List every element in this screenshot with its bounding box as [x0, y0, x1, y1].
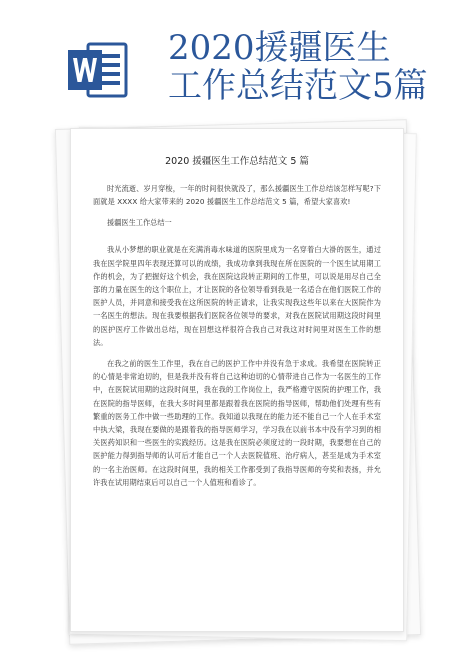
- page-title-line1: 2020援疆医生: [168, 28, 391, 68]
- body-paragraph-1: 我从小梦想的职业就是在充满消毒水味道的医院里成为一名穿着白大褂的医生，通过我在医学院里四年表现还算可以的成绩，我成功拿到我现在所在医院的一个医生试用期工作的机会，为了把握好这个机会，我在医院这段转正期间的工作里，可以说是用尽自己全部的力量在医生的这个职位上，才让医院的各位领导看到我是一名适合在他们医院工作的医护人员，并同意和接受我在这所医院的转正请求，让我实现我这些年以来在大医院作为一名医生的想法。现在我要根据我们医院各位领导的要求，对我在医院试用期这段时间里的医护医疗工作做出总结，现在回想这样很符合我自己对我这对时间里对医生工作的想法。: [93, 245, 381, 347]
- page-title-line2: 工作总结范文5篇: [168, 66, 428, 106]
- intro-paragraph: 时光流逝、岁月穿梭，一年的时间很快就没了，那么援疆医生工作总结该怎样写呢?下面就是 XXXX 给大家带来的 2020 援疆医生工作总结范文 5 篇，希望大家喜欢!: [93, 184, 381, 207]
- document-title: 2020 援疆医生工作总结范文 5 篇: [165, 156, 309, 167]
- document-page: [70, 128, 404, 632]
- word-document-icon: [66, 38, 130, 102]
- section-title: 援疆医生工作总结一: [107, 218, 172, 228]
- body-paragraph-2: 在我之前的医生工作里，我在自己的医护工作中并没有急于求成。我希望在医院转正的心情是非常迫切的，但是我并没有将自己这种迫切的心情带进自己作为一名医生的工作中，在医院试用期的这段时间里，我在我的工作岗位上，我严格遵守医院的护理工作，我在医院的指导医师，在我大多时间里都是跟着我在医院的指导医师，帮助他们处理有些有繁重的医务工作中做一些助理的工作。我知道以我现在的能力还不能自己一个人在手术室中执大梁，我现在要做的是跟着我的指导医师学习，学习我在以前书本中没有学习到的相关医药知识和一些医生的实践经历。这是我在医院必须度过的一段时期，我要想在自己的医护能力得到指导师的认可后才能自己一个人去医院值班、治疗病人，甚至是成为手术室的一名主治医师。在这段时间里，我的相关工作都受到了我指导医师的夸奖和表扬，并允许我在试用期结束后可以自己一个人值班和看诊了。: [93, 359, 381, 487]
- header-banner: [0, 0, 474, 118]
